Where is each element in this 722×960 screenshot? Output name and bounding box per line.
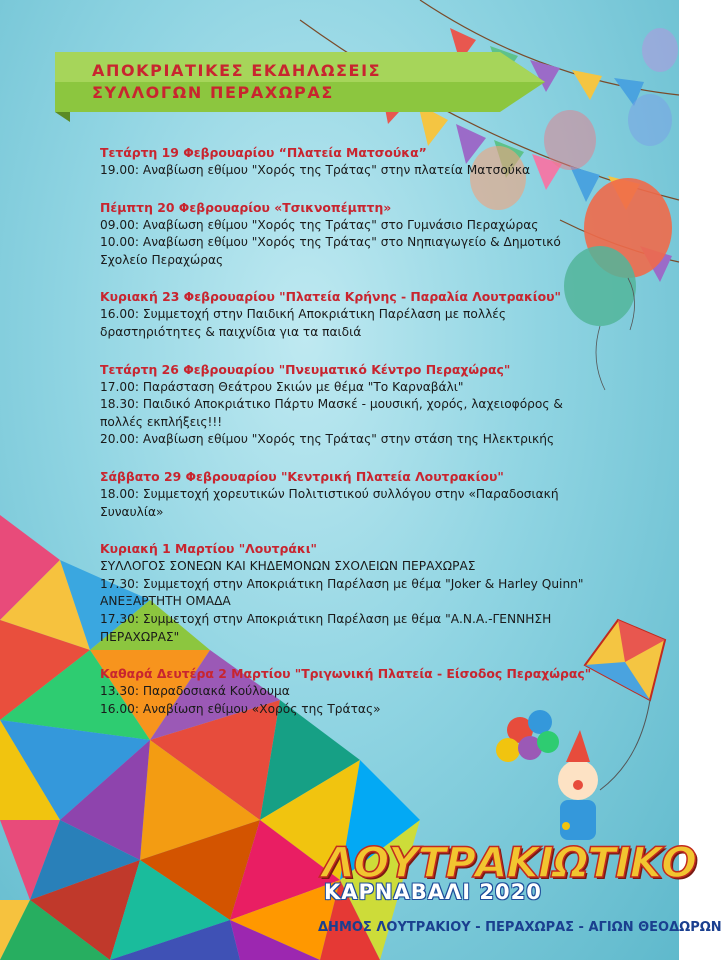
event-title: Καθαρά Δευτέρα 2 Μαρτίου "Τριγωνική Πλατεία - Είσοδος Περαχώρας": [100, 666, 592, 682]
event-line: ΣΥΛΛΟΓΟΣ ΣΟΝΕΩΝ ΚΑΙ ΚΗΔΕΜΟΝΩΝ ΣΧΟΛΕΙΩΝ ΠΕΡΑΧΩΡΑΣ: [100, 559, 476, 574]
event-line: Συναυλία»: [100, 504, 164, 519]
carnival-logo-subtitle: ΚΑΡΝΑΒΑΛΙ 2020: [324, 880, 542, 904]
event-line: 17.30: Συμμετοχή στην Αποκριάτικη Παρέλαση με θέμα "Α.Ν.Α.-ΓΕΝΝΗΣΗ: [100, 611, 552, 626]
event-line: 09.00: Αναβίωση εθίμου "Χορός της Τράτας" στο Γυμνάσιο Περαχώρας: [100, 217, 539, 232]
event-line: 16.00: Αναβίωση εθίμου «Χορός της Τράτας»: [100, 701, 381, 716]
event-title: Κυριακή 1 Μαρτίου "Λουτράκι": [100, 541, 317, 557]
event-line: 20.00: Αναβίωση εθίμου "Χορός της Τράτας" στην στάση της Ηλεκτρικής: [100, 432, 555, 447]
event-line: 13.30: Παραδοσιακά Κούλουμα: [100, 684, 290, 699]
event-item: [100, 540, 600, 646]
event-item: [100, 199, 600, 270]
event-line: Σχολείο Περαχώρας: [100, 252, 224, 267]
event-line: ΑΝΕΞΑΡΤΗΤΗ ΟΜΑΔΑ: [100, 594, 231, 609]
event-line: 18.00: Συμμετοχή χορευτικών Πολιτιστικού συλλόγου στην «Παραδοσιακή: [100, 486, 559, 501]
event-line: 19.00: Αναβίωση εθίμου "Χορός της Τράτας" στην πλατεία Ματσούκα: [100, 163, 531, 177]
event-line: πολλές εκπλήξεις!!!: [100, 414, 223, 429]
event-title: Πέμπτη 20 Φεβρουαρίου «Τσικνοπέμπτη»: [100, 199, 392, 215]
banner-line-1: ΑΠΟΚΡΙΑΤΙΚΕΣ ΕΚΔΗΛΩΣΕΙΣ: [92, 61, 382, 80]
event-line: 17.00: Παράσταση Θεάτρου Σκιών με θέμα "Το Καρναβάλι": [100, 379, 464, 394]
banner-line-2: ΣΥΛΛΟΓΩΝ ΠΕΡΑΧΩΡΑΣ: [92, 83, 334, 102]
event-title: Τετάρτη 26 Φεβρουαρίου "Πνευματικό Κέντρο Περαχώρας": [100, 361, 511, 377]
event-line: 10.00: Αναβίωση εθίμου "Χορός της Τράτας" στο Νηπιαγωγείο & Δημοτικό: [100, 235, 561, 250]
event-item: [100, 361, 600, 449]
event-line: 16.00: Συμμετοχή στην Παιδική Αποκριάτικη Παρέλαση με πολλές: [100, 307, 507, 322]
event-item: [100, 144, 600, 180]
events-list: [100, 144, 600, 737]
event-line: 17.30: Συμμετοχή στην Αποκριάτικη Παρέλαση με θέμα "Joker & Harley Quinn": [100, 576, 584, 591]
event-item: [100, 288, 600, 341]
event-title: Κυριακή 23 Φεβρουαρίου "Πλατεία Κρήνης - Παραλία Λουτρακίου": [100, 289, 561, 305]
event-title: Τετάρτη 19 Φεβρουαρίου “Πλατεία Ματσούκα”: [100, 145, 427, 160]
event-line: ΠΕΡΑΧΩΡΑΣ": [100, 629, 180, 644]
event-item: [100, 665, 600, 718]
municipality-footer: ΔΗΜΟΣ ΛΟΥΤΡΑΚΙΟΥ - ΠΕΡΑΧΩΡΑΣ - ΑΓΙΩΝ ΘΕΟΔΩΡΩΝ: [318, 920, 722, 935]
banner-title: [92, 60, 381, 104]
event-item: [100, 468, 600, 521]
event-line: δραστηριότητες & παιχνίδια για τα παιδιά: [100, 324, 362, 339]
event-title: Σάββατο 29 Φεβρουαρίου "Κεντρική Πλατεία Λουτρακίου": [100, 468, 504, 484]
carnival-logo-title: ΛΟΥΤΡΑΚΙΩΤΙΚΟ: [322, 838, 696, 887]
event-line: 18.30: Παιδικό Αποκριάτικο Πάρτυ Μασκέ - μουσική, χορός, λαχειοφόρος &: [100, 397, 563, 412]
